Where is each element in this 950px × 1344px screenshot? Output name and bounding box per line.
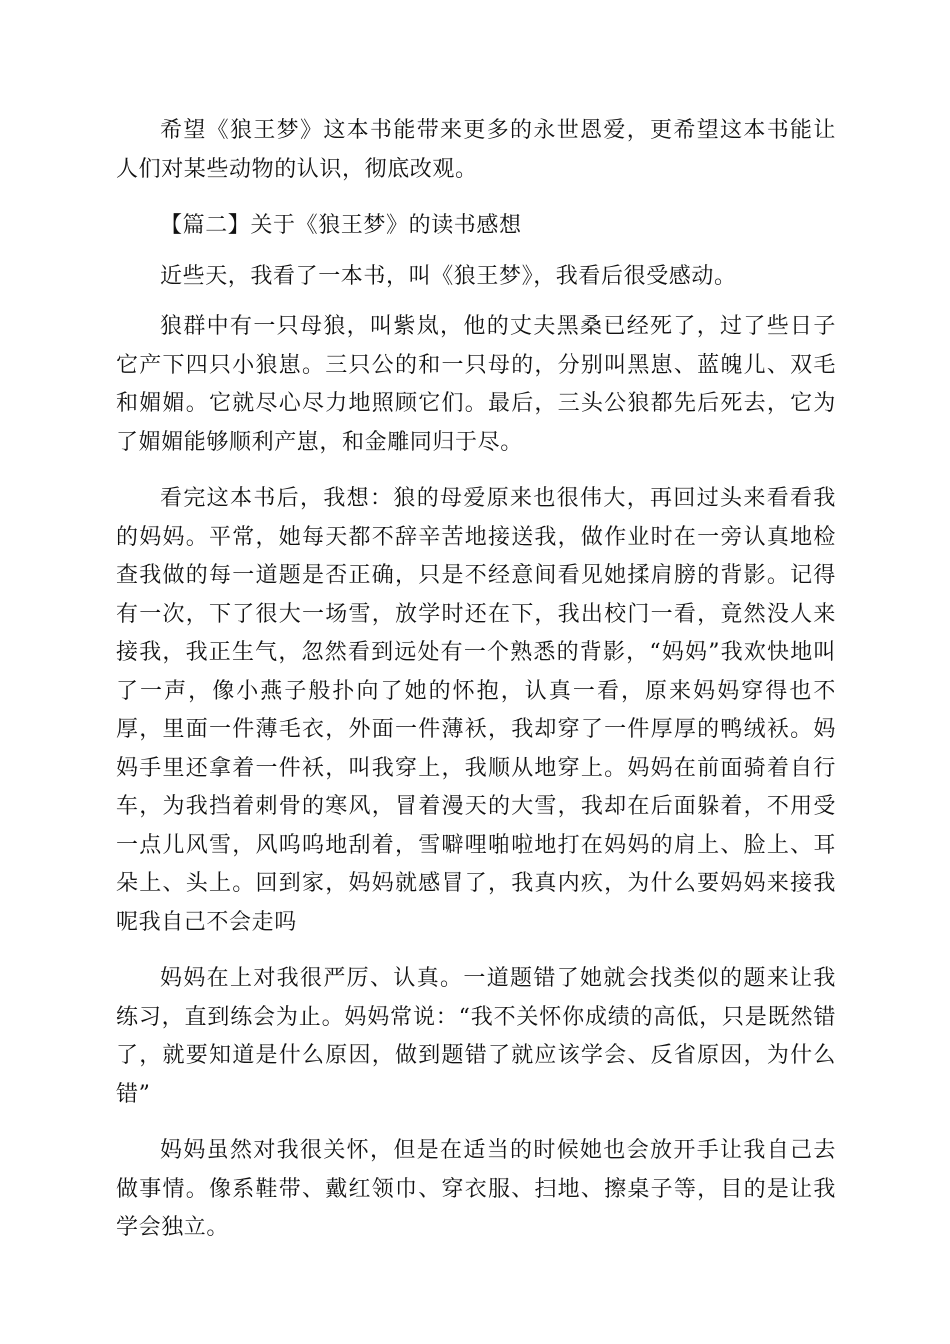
paragraph-story-summary: 狼群中有一只母狼，叫紫岚，他的丈夫黑桑已经死了，过了些日子它产下四只小狼崽。三只公的和一只母的，分别叫黑崽、蓝魄儿、双毛和媚媚。它就尽心尽力地照顾它们。最后，三头公狼都先后死去，它为了媚媚能够顺利产崽，和金雕同归于尽。 bbox=[116, 314, 836, 455]
paragraph-closing-wish: 希望《狼王梦》这本书能带来更多的永世恩爱，更希望这本书能让人们对某些动物的认识，彻底改观。 bbox=[116, 118, 836, 182]
paragraph-strict-mother: 妈妈在上对我很严厉、认真。一道题错了她就会找类似的题来让我练习，直到练会为止。妈妈常说：“我不关怀你成绩的高低，只是既然错了，就要知道是什么原因，做到题错了就应该学会、反省原因，为什么错” bbox=[116, 966, 836, 1107]
paragraph-reflection: 看完这本书后，我想：狼的母爱原来也很伟大，再回过头来看看我的妈妈。平常，她每天都不辞辛苦地接送我，做作业时在一旁认真地检查我做的每一道题是否正确，只是不经意间看见她揉肩膀的背影。记得有一次，下了很大一场雪，放学时还在下，我出校门一看，竟然没人来接我，我正生气，忽然看到远处有一个熟悉的背影，“妈妈”我欢快地叫了一声，像小燕子般扑向了她的怀抱，认真一看，原来妈妈穿得也不厚，里面一件薄毛衣，外面一件薄袄，我却穿了一件厚厚的鸭绒袄。妈妈手里还拿着一件袄，叫我穿上，我顺从地穿上。妈妈在前面骑着自行车，为我挡着刺骨的寒风，冒着漫天的大雪，我却在后面躲着，不用受一点儿风雪，风呜呜地刮着，雪噼哩啪啦地打在妈妈的肩上、脸上、耳朵上、头上。回到家，妈妈就感冒了，我真内疚，为什么要妈妈来接我呢我自己不会走吗 bbox=[116, 486, 836, 935]
section-heading: 【篇二】关于《狼王梦》的读书感想 bbox=[160, 213, 522, 238]
paragraph-intro: 近些天，我看了一本书，叫《狼王梦》，我看后很受感动。 bbox=[160, 263, 737, 289]
document-body bbox=[116, 112, 836, 1248]
paragraph-independence: 妈妈虽然对我很关怀，但是在适当的时候她也会放开手让我自己去做事情。像系鞋带、戴红领巾、穿衣服、扫地、擦桌子等，目的是让我学会独立。 bbox=[116, 1138, 836, 1240]
